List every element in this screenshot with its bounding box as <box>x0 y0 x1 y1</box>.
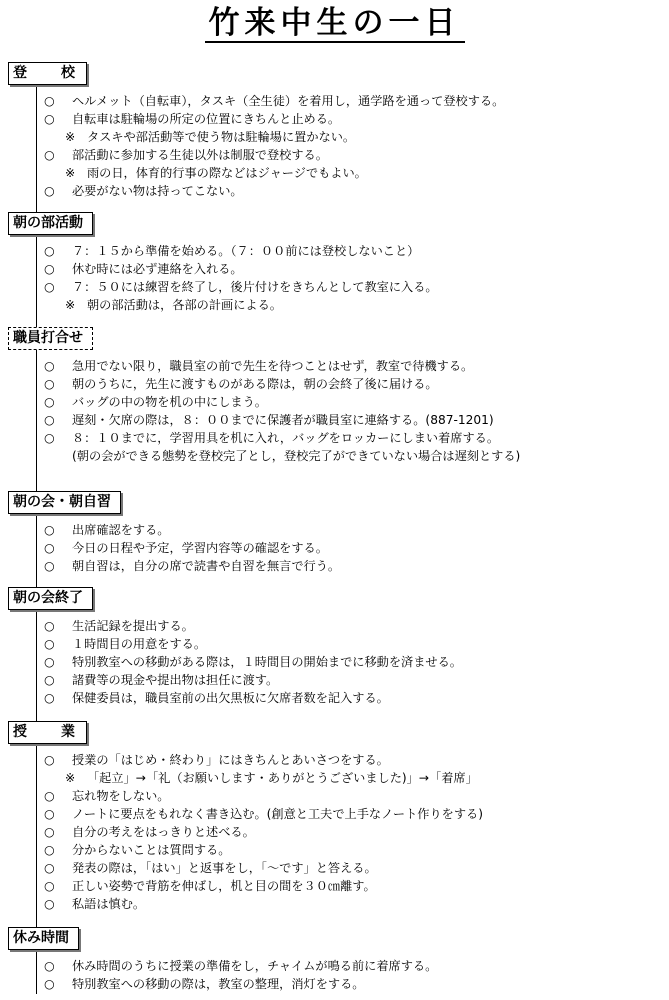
list-item: ○ 特別教室への移動がある際は，１時間目の開始までに移動を済ませる。 <box>44 655 462 669</box>
list-item: ○ 自転車は駐輪場の所定の位置にきちんと止める。 <box>44 112 341 126</box>
list-item: ○ 休む時には必ず連絡を入れる。 <box>44 262 243 276</box>
note-item: (朝の会ができる態勢を登校完了とし，登校完了ができていない場合は遅刻とする) <box>72 449 521 463</box>
list-item: ○ ７：５０には練習を終了し，後片付けをきちんとして教室に入る。 <box>44 280 438 294</box>
section-heading: 授 業 <box>8 721 87 744</box>
list-item: ○ 自分の考えをはっきりと述べる。 <box>44 825 255 839</box>
list-item: ○ 授業の「はじめ・終わり」にはきちんとあいさつをする。 <box>44 753 389 767</box>
list-item: ○ 朝自習は，自分の席で読書や自習を無言で行う。 <box>44 559 341 573</box>
list-item: ○ ７：１５から準備を始める。（７：００前には登校しないこと） <box>44 244 420 258</box>
list-item: ○ ノートに要点をもれなく書き込む。(創意と工夫で上手なノート作りをする) <box>44 807 483 821</box>
list-item: ○ 部活動に参加する生徒以外は制服で登校する。 <box>44 148 328 162</box>
list-item: ○ 正しい姿勢で背筋を伸ばし，机と目の間を３０㎝離す。 <box>44 879 376 893</box>
list-item: ○ 出席確認をする。 <box>44 523 170 537</box>
list-item: ○ 私語は慎む。 <box>44 897 146 911</box>
section-heading: 朝の部活動 <box>8 212 93 235</box>
note-item: ※ タスキや部活動等で使う物は駐輪場に置かない。 <box>65 130 356 144</box>
section-heading: 休み時間 <box>8 927 79 950</box>
section-heading: 職員打合せ <box>8 327 93 350</box>
section-morning-club <box>8 212 648 312</box>
page-title: 竹来中生の一日 <box>0 4 669 42</box>
list-item: ○ 休み時間のうちに授業の準備をし，チャイムが鳴る前に着席する。 <box>44 959 438 973</box>
section-heading: 登 校 <box>8 62 87 85</box>
list-item: ○ １時間目の用意をする。 <box>44 637 207 651</box>
list-item: ○ ヘルメット（自転車），タスキ（全生徒）を着用し，通学路を通って登校する。 <box>44 94 505 108</box>
section-break-time <box>8 927 648 991</box>
list-item: ○ 分からないことは質問する。 <box>44 843 231 857</box>
note-item: ※ 朝の部活動は，各部の計画による。 <box>65 298 282 312</box>
list-item: ○ 保健委員は，職員室前の出欠黒板に欠席者数を記入する。 <box>44 691 389 705</box>
list-item: ○ 忘れ物をしない。 <box>44 789 170 803</box>
list-item: ○ バッグの中の物を机の中にしまう。 <box>44 395 267 409</box>
section-classes <box>8 721 648 911</box>
section-morning-assembly <box>8 491 648 573</box>
note-item: ※ 「起立」→「礼（お願いします・ありがとうございました)」→「着席」 <box>65 771 478 785</box>
section-assembly-end <box>8 587 648 705</box>
list-item: ○ 諸費等の現金や提出物は担任に渡す。 <box>44 673 279 687</box>
list-item: ○ ８：１０までに，学習用具を机に入れ，バッグをロッカーにしまい着席する。 <box>44 431 500 445</box>
list-item: ○ 生活記録を提出する。 <box>44 619 194 633</box>
section-arrival <box>8 62 648 198</box>
list-item: ○ 特別教室への移動の際は，教室の整理，消灯をする。 <box>44 977 365 991</box>
list-item: ○ 朝のうちに，先生に渡すものがある際は，朝の会終了後に届ける。 <box>44 377 438 391</box>
list-item: ○ 発表の際は，「はい」と返事をし，「～です」と答える。 <box>44 861 377 875</box>
note-item: ※ 雨の日，体育的行事の際などはジャージでもよい。 <box>65 166 367 180</box>
list-item: ○ 今日の日程や予定，学習内容等の確認をする。 <box>44 541 328 555</box>
section-heading: 朝の会終了 <box>8 587 93 610</box>
section-heading: 朝の会・朝自習 <box>8 491 121 514</box>
section-staff-meeting <box>8 327 648 463</box>
list-item: ○ 急用でない限り，職員室の前で先生を待つことはせず，教室で待機する。 <box>44 359 474 373</box>
list-item: ○ 遅刻・欠席の際は，８：００までに保護者が職員室に連絡する。(887-1201) <box>44 413 494 427</box>
list-item: ○ 必要がない物は持ってこない。 <box>44 184 243 198</box>
